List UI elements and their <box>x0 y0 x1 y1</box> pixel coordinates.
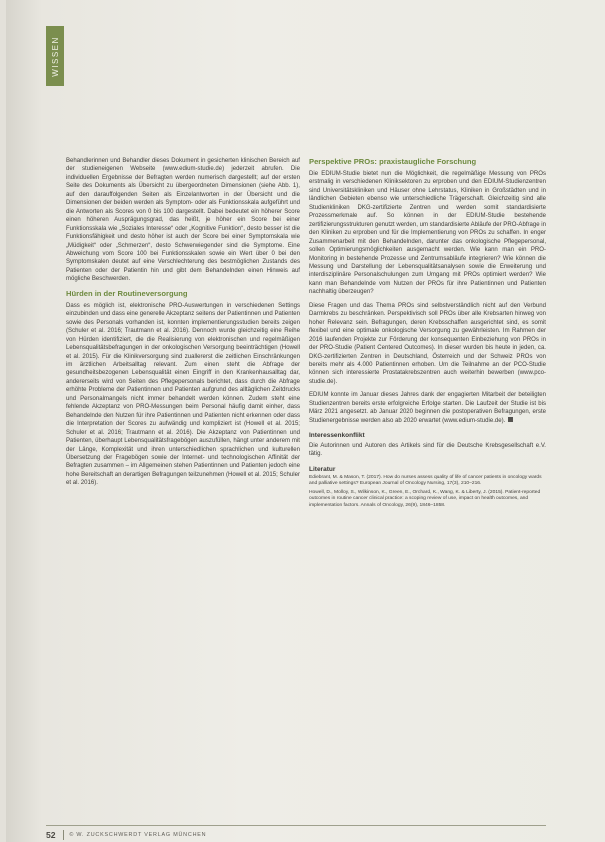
footer-separator <box>63 830 64 840</box>
perspective-paragraph-2: Diese Fragen und das Thema PROs sind selbstverständlich nicht auf den Verbund Darmkrebs zu beschränken. Perspektivisch soll PROs über alle Krebsarten hinweg von hoher Relevanz sein. Befragungen, deren Krebsschaffen ausgerichtet sind, es somit flexibel und eine optimale onkologische Versorgung zu gewährleisten. Im Rahmen der 2016 laufenden Projekte zur Förderung der konsequenten Einbeziehung von PROs in der PRO-Studie (Patient Centered Outcomes). In dieser wurden bis heute in jeden, ca. DKG-zertifizierten Zentren in Deutschland, Österreich und der Schweiz PROs von bereits mehr als 4.000 Patientinnen erhoben. Um die Teilnahme an der PCO-Studie können sich interessierte Prostatakrebszentren auch weiterhin bewerben (www.pco-studie.de). <box>309 302 546 385</box>
intro-paragraph: Behandlerinnen und Behandler dieses Dokument in gesicherten klinischen Bereich auf der studieneigenen Webseite (www.edium-studie.de) jederzeit abrufen. Die individuellen Ergebnisse der Befragten werden numerisch dargestellt; auf der ersten Seite des Dokuments als Übersicht zu übergeordneten Dimensionen (siehe Abb. 1), auf den darauffolgenden Seiten als Einzelantworten in der Übersicht und die Dimensionen der beiden werden als Symptom- oder als Funktionsskala aufgeführt und die Antworten als Scores von 0 bis 100 dargestellt. Dabei bedeutet ein höherer Score einen höheren Ausprägungsgrad, das heißt, je höher ein Score bei einer Funktionsskala wie „Soziales Interesse“ oder „Kognitive Funktion“, desto besser ist die Funktionsfähigkeit und desto höher ist auch der Score bei einer Symptomskala wie „Müdigkeit“ oder „Schmerzen“, desto Schwerwiegender sind die Symptome. Eine Abweichung vom Score 100 bei Funktionsskalen sowie ein Wert über 0 bei den Symptomskalen deutet auf eine Verschlechterung des bestmöglichen Zustands des Patienten oder der Patientin hin und gibt dem Behandelnden einen Hinweis auf mögliche Beschwerden. <box>66 158 300 283</box>
conflict-text: Die Autorinnen und Autoren des Artikels sind für die Deutsche Krebsgesellschaft e.V. tätig. <box>309 442 546 458</box>
page-footer <box>46 828 206 842</box>
footer-rule <box>46 825 546 826</box>
perspective-paragraph-3 <box>309 391 546 425</box>
document-page <box>6 0 605 842</box>
reference-item: Howell, D., Molloy, S., Wilkinson, K., Green, E., Orchard, K., Wang, K. & Liberty, J. (2015). Patient-reported outcomes in routine cancer clinical practice: a scoping review of use, impact on health outcomes, and implementation factors. Annals of Oncology, 26(9), 1846–1858. <box>309 489 541 508</box>
section-tab-label: WISSEN <box>50 35 60 77</box>
reference-item: Ediebrant, M. & Mason, T. (2017). How do nurses assess quality of life of cancer patients in oncology wards and palliative settings? European Journal of Oncology Nursing, 17(3), 210–216. <box>309 475 542 487</box>
page-number: 52 <box>46 830 56 840</box>
publisher-credit: © W. ZUCKSCHWERDT VERLAG MÜNCHEN <box>69 832 207 838</box>
perspective-paragraph-1: Die EDIUM-Studie bietet nun die Möglichkeit, die regelmäßige Messung von PROs erstmalig in verschiedenen Kliniksektoren zu erproben und den EDIUM-Studienzentren sind Universitätskliniken und Häuser ohne Lehrstatus, Kliniken in Großstädten und in ländlichen Gebieten ebenso wie unterschiedliche Trägerschaft. Gleichzeitig sind alle Studienkliniken DKG-zertifizierte Zentren und werden somit standardisierte Prozessmerkmale auf. So können in der EDIUM-Studie bestehende zertifizierungsstrukturen genutzt werden, um standardisierte Abläufe der PRO-Abfrage in den Kliniken zu erproben und für die Implementierung von PROs zu schaffen. In enger Zusammenarbeit mit den Behandelnden, darunter das onkologische Pflegepersonal, sollen Optimierungsmöglichkeiten ausgemacht werden. Wie kann man ein PRO-Monitoring in bestehende Prozesse und Zentrumsabläufe integrieren? Wie können die Messung und Darstellung der Lebensqualitätsanalysen sowie die Erweiterung und interdisziplinäre Personalschulungen zum Umgang mit PROs optimiert werden? Wie kann man Behandelnde vom Nutzen der PROs für ihre Patientinnen und Patienten nachhaltig überzeugen? <box>309 171 546 296</box>
section-heading-hurdles: Hürden in der Routineversorgung <box>66 288 188 298</box>
right-column <box>309 157 546 511</box>
section-tab <box>46 26 64 86</box>
article-end-icon <box>508 417 513 422</box>
conflict-heading: Interessenkonflikt <box>309 432 365 440</box>
section-heading-perspective: Perspektive PROs: praxistaugliche Forschung <box>309 157 477 166</box>
hurdles-paragraph: Dass es möglich ist, elektronische PRO-Auswertungen in verschiedenen Settings einzubinden und dass eine generelle Akzeptanz seitens der Patientinnen und Patienten sowie des Personals vorhanden ist, konnten implementierungsstudien bereits zeigen (Schuler et al. 2016; Trautmann et al. 2016). Dennoch wurde gleichzeitig eine Reihe von Hürden identifiziert, die die Realisierung von elektronischen und regelmäßigen Lebensqualitätsbefragungen in der onkologischen Versorgung beeinträchtigen (Howell et al. 2015). Für die Klinikversorgung sind zuallererst die zeitlichen Einschränkungen im ärztlichen Arbeitsalltag relevant. Zum einen steht die Abfrage der gesundheitsbezogenen Lebensqualität einen Eingriff in den Krankenhausalltag dar, andererseits wird von Seiten des Pflegepersonals berichtet, dass durch die Abfrage erhöhte Probleme der Patientinnen und Patienten aufgrund des alltäglichen Zeitdrucks und Personalmangels nicht immer behandelt werden können. Zudem steht eine fehlende Akzeptanz von PRO-Messungen beim Personal häufig damit einher, dass Behandelnde den Nutzen für ihre Patientinnen und Patienten nicht erkennen oder dass die Interpretation der Scores zu aufwändig und kompliziert ist (Howell et al. 2015; Schuler et al. 2016; Trautmann et al. 2016). Die Akzeptanz von Patientinnen und Patienten, überhaupt Lebensqualitätsfragebögen auszufüllen, hängt unter anderem mit der Länge, Komplexität und ihren unterschiedlichen sprachlichen und kulturellen Übersetzung der Fragebögen sowie der Internet- und technologischen Affinität der Befragten zusammen – im Allgemeinen stehen Patientinnen und Patienten jedoch eine hohe Bereitschaft an derartigen Befragungen teilzunehmen (Howell et al. 2015; Schuler et al. 2016). <box>66 302 300 487</box>
perspective-paragraph-3-text: EDIUM konnte im Januar dieses Jahres dank der engagierten Mitarbeit der beteiligten Studienzentren bereits erste erfolgreiche Erfolge starten. Die Laufzeit der Studie ist bis März 2021 angesetzt. ab Januar 2020 beginnen die postoperativen Befragungen, erste Studienergebnisse werden also ab 2020 erwartet (www.edium-studie.de). <box>309 392 546 424</box>
reference-list <box>309 475 546 509</box>
literature-heading: Literatur <box>309 465 336 473</box>
left-column <box>66 157 300 489</box>
